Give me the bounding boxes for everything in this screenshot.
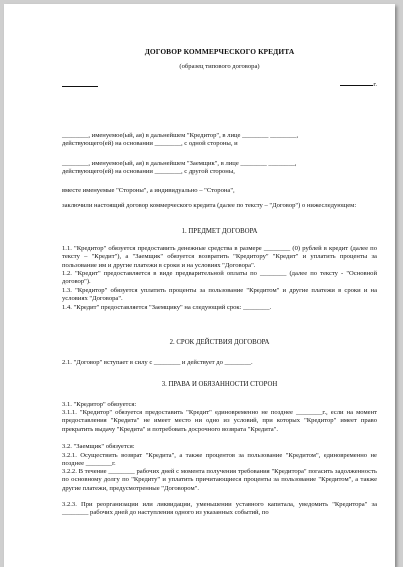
section3-heading: 3. ПРАВА И ОБЯЗАННОСТИ СТОРОН: [161, 381, 278, 388]
party1-paragraph: [62, 132, 377, 149]
clause-3-1: 3.1. "Кредитор" обязуется:: [62, 401, 137, 408]
clause-3-2: 3.2. "Заемщик" обязуется:: [62, 443, 135, 450]
clause-1-3: 1.3. "Кредитор" обязуется уплатить проценты за пользование "Кредитом" и другие платежи в сроки и на условиях "Договора".: [62, 287, 377, 303]
section2-heading: 2. СРОК ДЕЙСТВИЯ ДОГОВОРА: [169, 339, 270, 346]
party2-line2: действующего(ей) на основании ________, с другой стороны,: [62, 168, 235, 176]
city-blank: [62, 79, 98, 87]
parties-together: вместе именуемые "Стороны", а индивидуально – "Сторона",: [62, 187, 235, 194]
clause-3-2-2: 3.2.2. В течение ________ рабочих дней с момента получения требования "Кредитора" погасить задолженность по основному долгу по "Кредиту" и уплатить причитающиеся проценты за пользование "Кредитом", а также другие платежи, предусмотренные "Договором".: [62, 468, 377, 492]
date-field: [340, 79, 377, 89]
document-subtitle: (образец типового договора): [179, 63, 260, 70]
party2-paragraph: [62, 160, 377, 177]
clause-1-1: 1.1. "Кредитор" обязуется предоставить денежные средства в размере ________ (0) рублей в кредит (далее по тексту – "Кредит"), а "Заемщик" обязуется возвратить "Кредитору" "Кредит" и уплатить проценты за пользование им и другие платежи в сроки и на условиях "Договора".: [62, 245, 377, 269]
clause-2-1: 2.1. "Договор" вступает в силу с ________ и действует до ________.: [62, 359, 253, 366]
document-title: ДОГОВОР КОММЕРЧЕСКОГО КРЕДИТА: [144, 47, 295, 56]
party1-line2: действующего(ей) на основании ________, с одной стороны, и: [62, 140, 238, 148]
date-blank-line: [340, 79, 373, 86]
clause-1-2: 1.2. "Кредит" предоставляется в виде предварительной оплаты по ________ (далее по тексту - "Основной договор").: [62, 270, 377, 286]
clause-1-4: 1.4. "Кредит" предоставляется "Заемщику" на следующий срок: ________.: [62, 304, 272, 311]
party1-line1: ________, именуемое(ый, ая) в дальнейшем "Кредитор", в лице ________ ________,: [62, 132, 299, 139]
preamble: заключили настоящий договор коммерческого кредита (далее по тексту – "Договор") о нижеследующем:: [62, 202, 357, 209]
party2-line1: ________, именуемое(ый, ая) в дальнейшем "Заемщик", в лице ________ ________,: [62, 160, 297, 167]
clause-3-1-1: 3.1.1. "Кредитор" обязуется предоставить "Кредит" единовременно не позднее ________г., если на момент предоставления "Кредита" не имеет место ни одно из условий, при которых "Кредитор" имеет право прекратить выдачу "Кредита" и потребовать досрочного возврата "Кредита".: [62, 409, 377, 433]
clause-3-2-1: 3.2.1. Осуществить возврат "Кредита", а также процентов за пользование "Кредитом", единовременно не позднее ________г.: [62, 452, 377, 468]
section1-heading: 1. ПРЕДМЕТ ДОГОВОРА: [181, 228, 258, 235]
document-page: [4, 4, 395, 567]
clause-3-2-3: 3.2.3. При реорганизации или ликвидации, уменьшении уставного капитала, уведомить "Кредитора" за ________ рабочих дней до наступления одного из указанных событий, по: [62, 501, 377, 517]
date-suffix: г.: [373, 81, 377, 88]
